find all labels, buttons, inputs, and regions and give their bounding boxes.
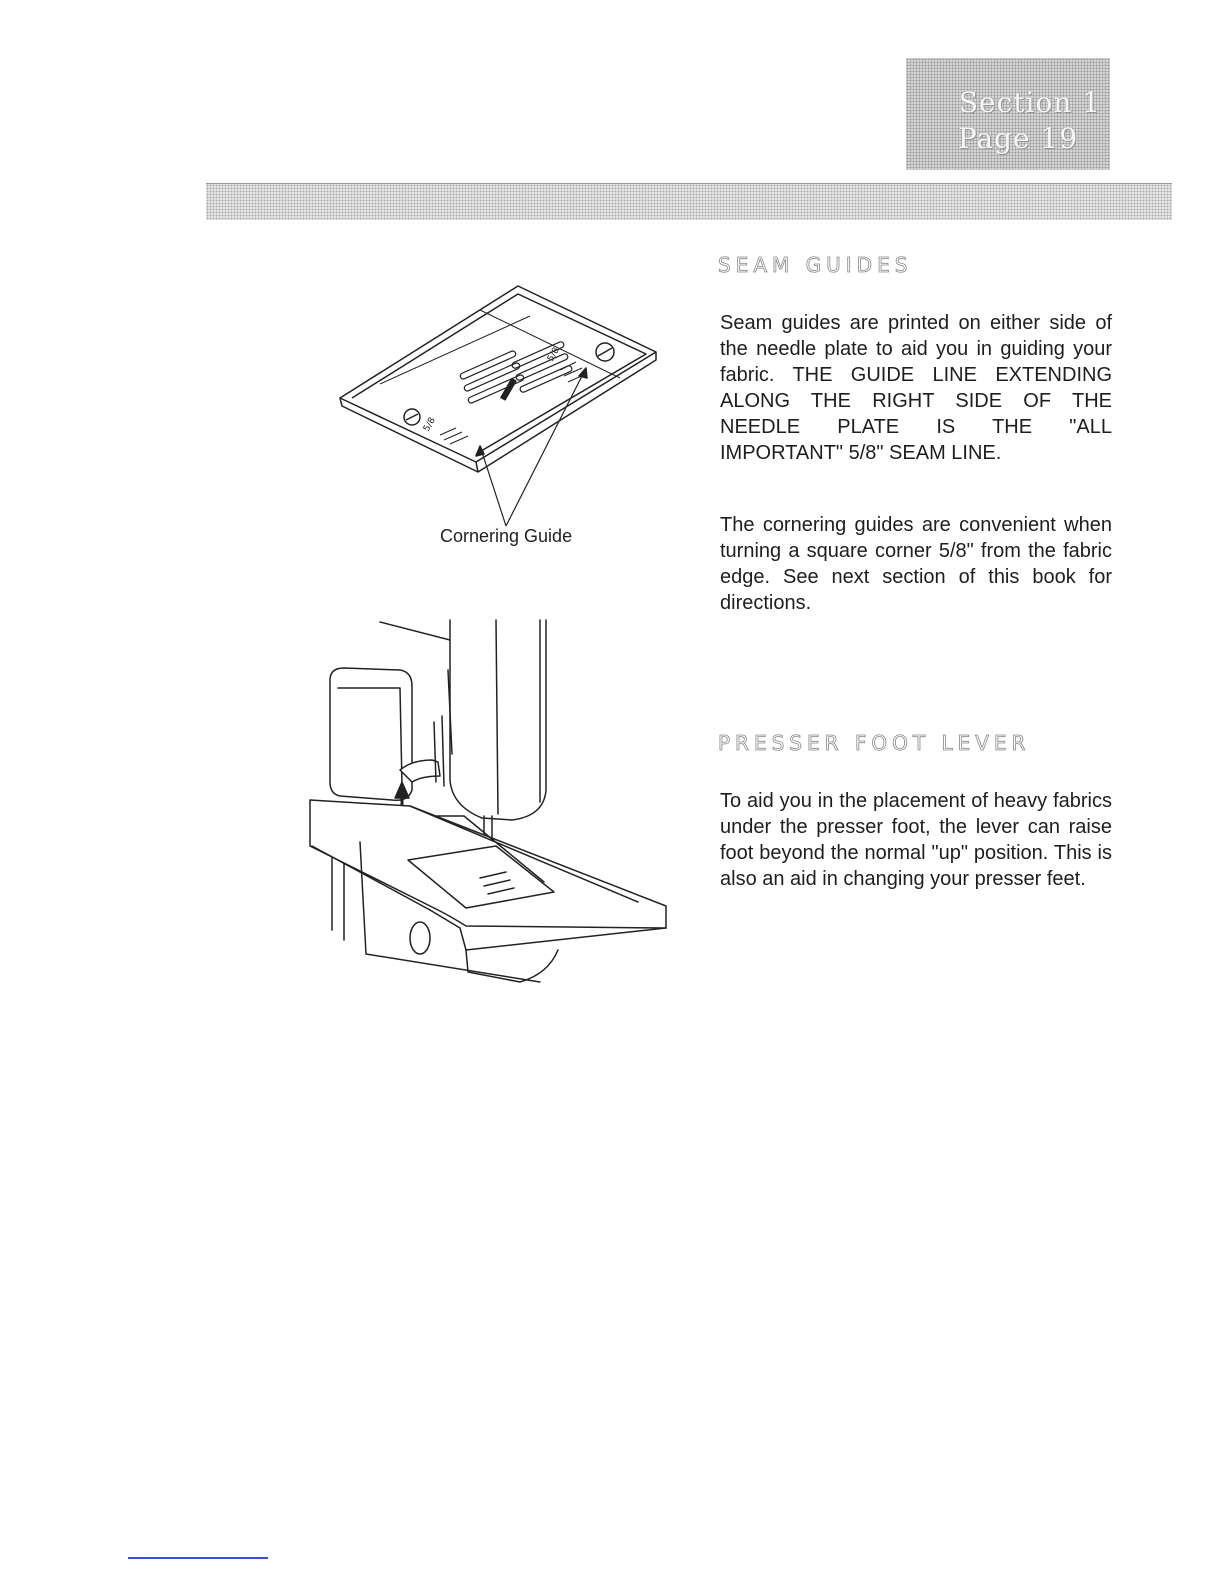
seam-guides-heading: SEAM GUIDES — [718, 253, 913, 277]
plate-marking-left: 5/8 — [421, 415, 438, 434]
section-label: Section 1 — [958, 86, 1102, 119]
plate-marking-right: 5/8 — [545, 345, 562, 364]
presser-foot-lever-heading: PRESSER FOOT LEVER — [718, 731, 1031, 755]
footer-rule — [128, 1557, 268, 1559]
section-page-tab — [906, 58, 1110, 170]
seam-guides-paragraph: Seam guides are printed on either side of the needle plate to aid you in guiding your fabric. THE GUIDE LINE EXTENDING ALONG THE RIGHT SIDE OF THE NEEDLE PLATE IS THE "ALL IMPORTANT" 5/8" SEAM LINE. — [720, 312, 1112, 464]
header-band — [206, 183, 1172, 220]
figure-caption-cornering-guide: Cornering Guide — [440, 526, 573, 546]
cornering-guides-paragraph: The cornering guides are convenient when turning a square corner 5/8" from the fabric edge. See next section of this book for directions. — [720, 514, 1112, 614]
needle-plate-illustration — [330, 280, 670, 530]
needle-plate-top — [340, 286, 656, 462]
page-label: Page 19 — [957, 122, 1079, 155]
presser-foot-lever-paragraph: To aid you in the placement of heavy fabrics under the presser foot, the lever can raise foot beyond the normal "up" position. This is also an aid in changing your presser feet. — [720, 790, 1112, 890]
sewing-machine-illustration — [300, 610, 665, 990]
